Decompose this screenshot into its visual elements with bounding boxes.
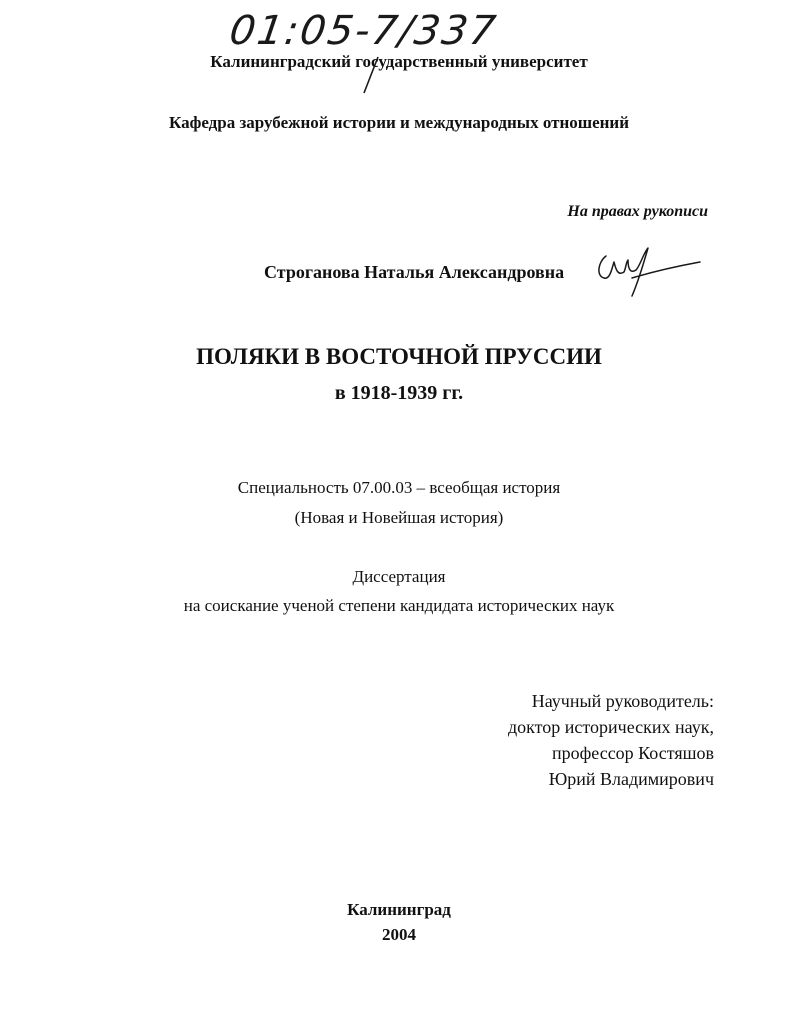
city: Калининград bbox=[347, 900, 451, 919]
degree-purpose: на соискание ученой степени кандидата исторических наук bbox=[183, 596, 615, 615]
supervisor-block bbox=[508, 688, 714, 792]
author-name: Строганова Наталья Александровна bbox=[264, 262, 565, 282]
speciality-area: (Новая и Новейшая история) bbox=[294, 508, 504, 527]
supervisor-label: Научный руководитель: bbox=[531, 691, 714, 711]
supervisor-degree: доктор исторических наук, bbox=[508, 717, 714, 737]
department-name: Кафедра зарубежной истории и международных отношений bbox=[168, 113, 630, 132]
supervisor-given-names: Юрий Владимирович bbox=[548, 769, 714, 789]
handwritten-catalog-number: 01:05-7/337 bbox=[226, 8, 501, 54]
author-signature bbox=[592, 242, 702, 300]
rights-note: На правах рукописи bbox=[567, 203, 708, 220]
supervisor-title-surname: профессор Костяшов bbox=[551, 743, 714, 763]
dissertation-years: в 1918-1939 гг. bbox=[334, 382, 464, 404]
university-name: Калининградский государственный университет bbox=[210, 52, 588, 71]
dissertation-title: ПОЛЯКИ В ВОСТОЧНОЙ ПРУССИИ bbox=[196, 344, 602, 369]
year: 2004 bbox=[382, 925, 416, 944]
speciality-code: Специальность 07.00.03 – всеобщая история bbox=[237, 478, 561, 497]
document-type: Диссертация bbox=[352, 567, 446, 586]
